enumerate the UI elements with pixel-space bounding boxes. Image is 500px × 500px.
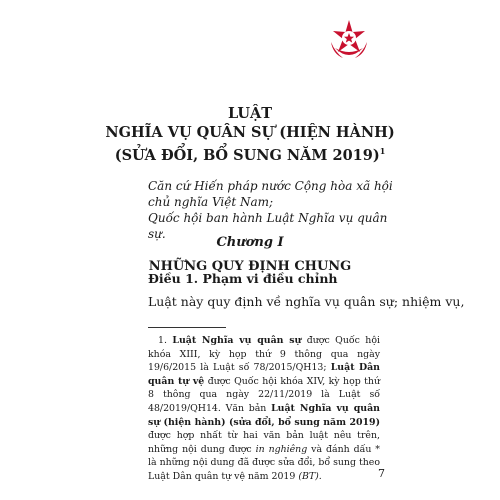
footnote-marker: 1 <box>379 146 386 156</box>
footnote-divider <box>148 327 226 328</box>
article-text: Luật này quy định về nghĩa vụ quân sự; nhiệm vụ, <box>148 294 465 309</box>
chapter-title: NHỮNG QUY ĐỊNH CHUNG <box>148 259 352 274</box>
preamble-line-1: Căn cứ Hiến pháp nước Cộng hòa xã hội chủ nghĩa Việt Nam; <box>148 179 393 209</box>
chapter-label: Chương I <box>216 235 284 250</box>
preamble-line-2: Quốc hội ban hành Luật Nghĩa vụ quân sự. <box>148 211 388 241</box>
law-title <box>100 104 400 165</box>
title-line-1: LUẬT <box>227 105 273 122</box>
page-number: 7 <box>378 467 385 480</box>
footnote-text: 1. Luật Nghĩa vụ quân sự được Quốc hội khóa XIII, kỳ họp thứ 9 thông qua ngày 19/6/2015 là Luật số 78/2015/QH13; Luật Dân quân tự vệ được Quốc hội khóa XIV, kỳ họp thứ 8 thông qua ngày 22/11/2019 là Luật số 48/2019/QH14. Văn bản Luật Nghĩa vụ quân sự (hiện hành) (sửa đổi, bổ sung năm 2019) được hợp nhất từ hai văn bản luật nêu trên, những nội dung được in nghiêng và đánh dấu * là những nội dung đã được sửa đổi, bổ sung theo Luật Dân quân tự vệ năm 2019 (BT). <box>148 335 381 482</box>
title-line-3: (SỬA ĐỔI, BỔ SUNG NĂM 2019)$^1$ <box>114 146 386 164</box>
chapter-heading <box>100 234 400 276</box>
publisher-star-emblem-icon <box>327 18 371 62</box>
preamble <box>148 178 408 242</box>
footnote <box>148 334 380 484</box>
title-line-2: NGHĨA VỤ QUÂN SỰ (HIỆN HÀNH) <box>105 124 395 141</box>
article-heading: Điều 1. Phạm vi điều chỉnh <box>148 271 338 286</box>
